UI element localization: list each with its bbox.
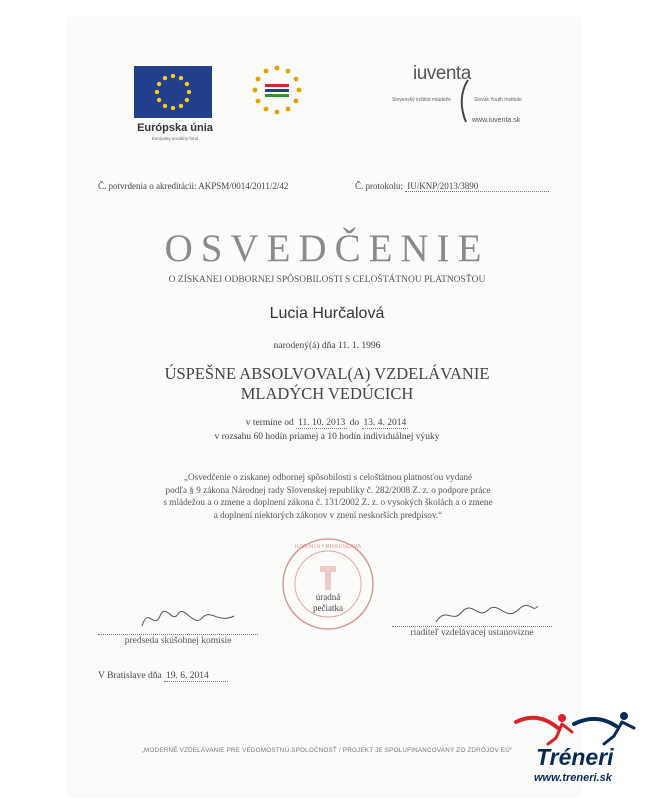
term-prefix: v termíne od [245, 418, 294, 428]
term-to-date: 13. 4. 2014 [363, 418, 407, 428]
protocol-label: Č. protokolu: [355, 181, 404, 191]
op-vzdelavanie-logo [248, 62, 306, 124]
birth-date-line [0, 341, 654, 351]
legal-statement [108, 471, 548, 521]
official-stamp [280, 536, 376, 632]
place-date-line [98, 671, 228, 682]
protocol-number: IU/KNP/2013/3890 [405, 181, 549, 192]
term-from-date: 11. 10. 2013 [298, 418, 346, 428]
legal-statement-line: s mládežou a o zmene a doplnení zákona č. 131/2002 Z. z. o vysokých školách a o zmene [163, 497, 493, 507]
iuventa-subtitle-sk: Slovenský inštitút mládeže [392, 97, 451, 103]
stamp-caption-line-2: pečiatka [313, 603, 343, 613]
legal-statement-line: „Osvedčenie o získanej odbornej spôsobilosti s celoštátnou platnosťou vydané [183, 472, 473, 482]
legal-statement-line: a doplnení niektorých zákonov v znení neskorších predpisov.“ [213, 509, 443, 520]
treneri-url: www.treneri.sk [534, 772, 612, 784]
left-signature-label: predseda skúšobnej komisie [124, 636, 232, 646]
left-signature [138, 602, 238, 634]
stamp-caption [280, 592, 376, 614]
iuventa-subtitle-en: Slovak Youth Institute [474, 97, 522, 103]
right-signature-line [392, 626, 552, 627]
holder-name: Lucia Hurčalová [269, 305, 385, 322]
iuventa-logo: iuventa [413, 63, 471, 84]
stamp-caption-line-1: úradná [315, 592, 341, 602]
issue-date: 19. 6. 2014 [164, 671, 228, 682]
coat-of-arms-icon [320, 566, 336, 590]
eu-flag-logo [134, 66, 212, 118]
certificate-title: OSVEDČENIE [164, 227, 490, 270]
birth-date-value: 11. 1. 1996 [337, 341, 381, 351]
certificate-subtitle: O ZÍSKANEJ ODBORNEJ SPÔSOBILOSTI S CELOŠTÁTNOU PLATNOSŤOU [168, 275, 486, 285]
birth-date-label: narodený(á) dňa [273, 341, 336, 351]
star-ring-icon [248, 62, 306, 124]
protocol-line [355, 181, 549, 192]
scope-line: v rozsahu 60 hodín priamej a 10 hodín individuálnej výuky [214, 432, 440, 442]
headline-line-1: ÚSPEŠNE ABSOLVOVAL(A) VZDELÁVANIE [164, 364, 490, 383]
completion-headline [0, 364, 654, 404]
treneri-runners-icon [512, 704, 640, 748]
headline-line-2: MLADÝCH VEDÚCICH [240, 384, 414, 403]
right-signature [432, 600, 542, 628]
eu-label: Európska únia [137, 122, 213, 134]
accreditation-number: AKPSM/0014/2011/2/42 [198, 181, 289, 191]
footer-text: „MODERNÉ VZDELÁVANIE PRE VEDOMOSTNÚ SPOLOČNOSŤ / PROJEKT JE SPOLUFINANCOVANÝ ZO ZDROJOV EÚ“ [141, 747, 513, 754]
eu-stars-icon [134, 66, 212, 118]
stamp-ring-text: IUVENTA • BRATISLAVA [294, 544, 362, 550]
term-mid: do [349, 418, 360, 428]
iuventa-url: www.iuventa.sk [472, 117, 521, 124]
accreditation-label: Č. potvrdenia o akreditácii: [98, 181, 197, 191]
left-signature-line [98, 634, 258, 635]
place-label: V Bratislave dňa [98, 671, 162, 681]
eu-sub-label: Európsky sociálny fond [151, 136, 199, 141]
treneri-brand: Tréneri [536, 744, 614, 770]
legal-statement-line: podľa § 9 zákona Národnej rady Slovenskej republiky č. 282/2008 Z. z. o podpore práce [165, 484, 491, 495]
right-signature-label: riaditeľ vzdelávacej ustanovizne [410, 628, 534, 638]
accreditation-line [98, 181, 288, 191]
term-line [0, 418, 654, 429]
